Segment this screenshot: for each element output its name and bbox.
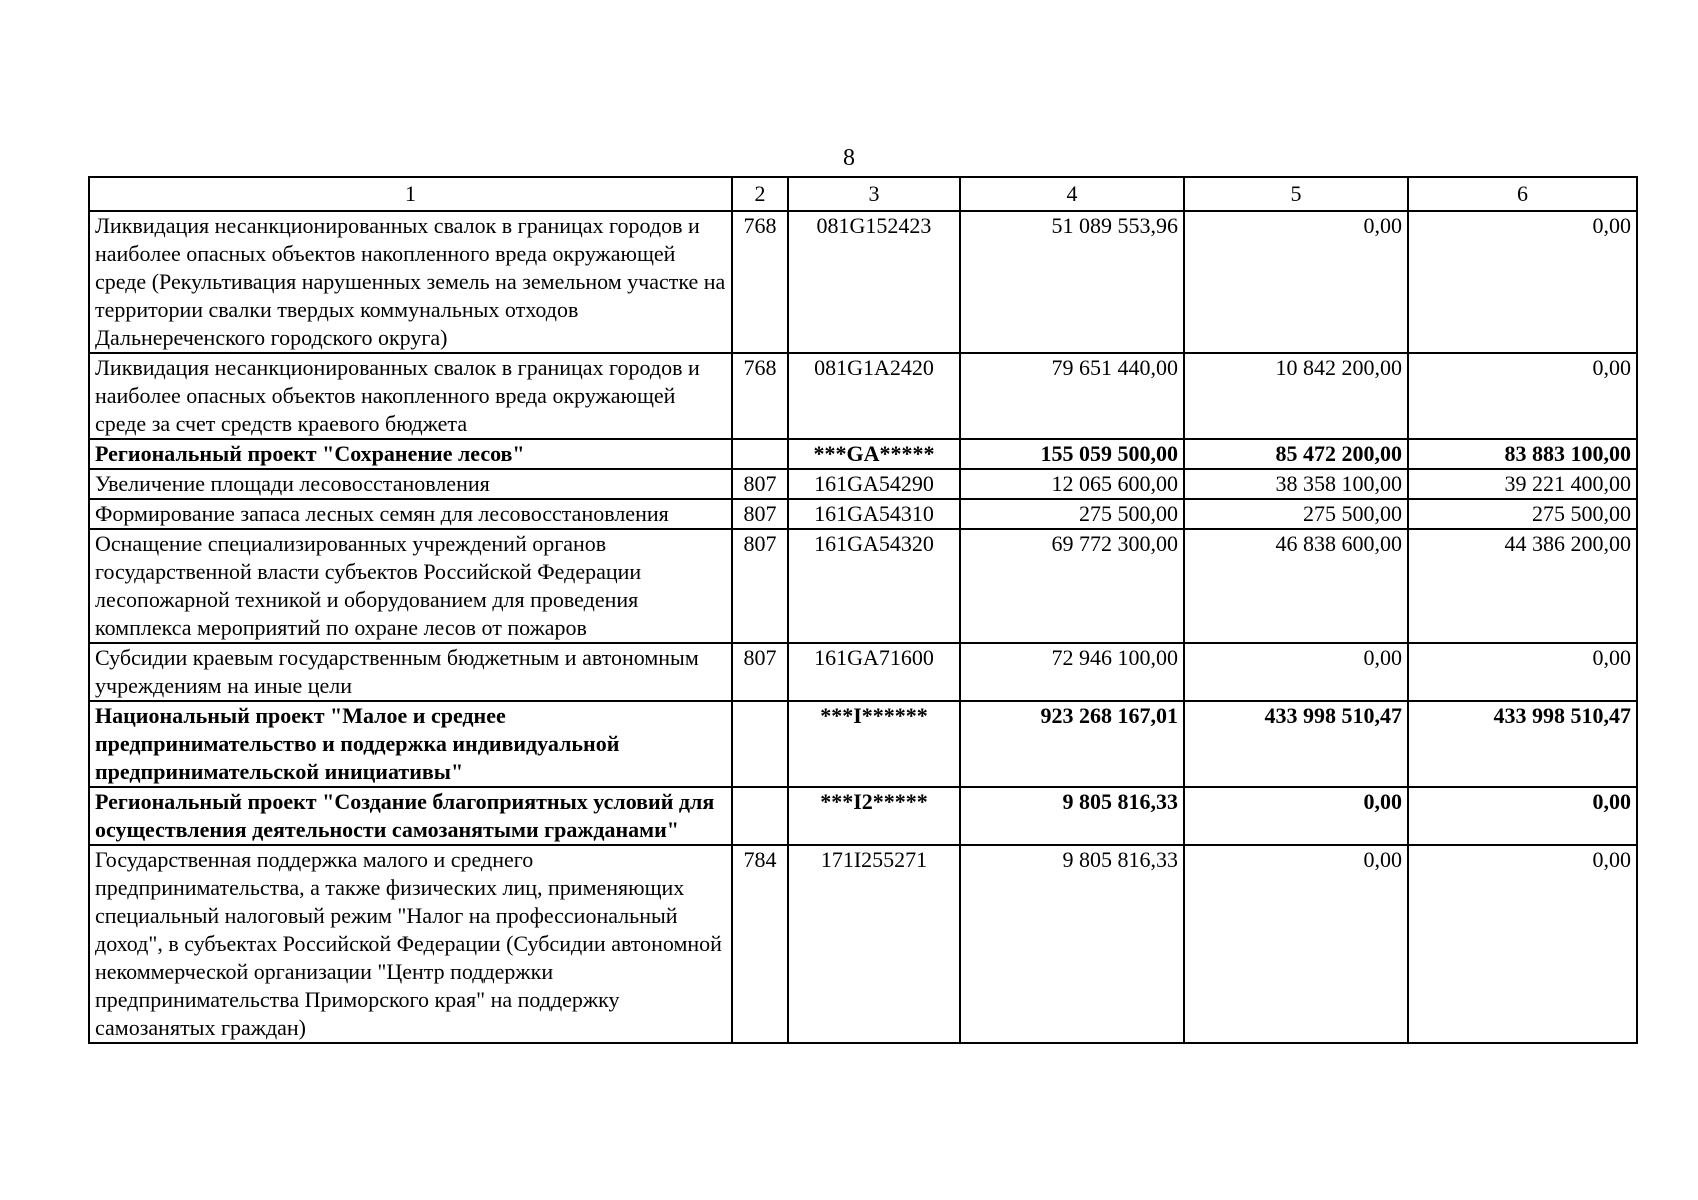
table-body xyxy=(89,211,1637,1043)
amount-col4-cell: 9 805 816,33 xyxy=(960,787,1184,845)
amount-col4-cell: 72 946 100,00 xyxy=(960,643,1184,701)
table-row xyxy=(89,845,1637,1043)
row-name-cell: Субсидии краевым государственным бюджетным и автономным учреждениям на иные цели xyxy=(89,643,732,701)
amount-col4-cell: 9 805 816,33 xyxy=(960,845,1184,1043)
budget-code-cell: 081G152423 xyxy=(788,211,960,353)
amount-col5-cell: 10 842 200,00 xyxy=(1184,353,1408,439)
admin-code-cell xyxy=(732,787,788,845)
table-row xyxy=(89,529,1637,643)
budget-code-cell: 081G1A2420 xyxy=(788,353,960,439)
budget-code-cell: ***GA***** xyxy=(788,439,960,469)
column-header-1: 1 xyxy=(89,177,732,211)
admin-code-cell xyxy=(732,701,788,787)
table-row xyxy=(89,499,1637,529)
budget-table xyxy=(88,176,1638,1044)
amount-col6-cell: 39 221 400,00 xyxy=(1408,469,1637,499)
admin-code-cell: 768 xyxy=(732,211,788,353)
amount-col5-cell: 38 358 100,00 xyxy=(1184,469,1408,499)
table-row xyxy=(89,439,1637,469)
table-row xyxy=(89,469,1637,499)
table-row xyxy=(89,787,1637,845)
amount-col5-cell: 0,00 xyxy=(1184,211,1408,353)
budget-code-cell: ***I****** xyxy=(788,701,960,787)
column-header-6: 6 xyxy=(1408,177,1637,211)
admin-code-cell: 807 xyxy=(732,469,788,499)
amount-col6-cell: 0,00 xyxy=(1408,787,1637,845)
admin-code-cell xyxy=(732,439,788,469)
row-name-cell: Национальный проект "Малое и среднее предпринимательство и поддержка индивидуальной предпринимательской инициативы" xyxy=(89,701,732,787)
row-name-cell: Ликвидация несанкционированных свалок в границах городов и наиболее опасных объектов накопленного вреда окружающей среде (Рекультивация нарушенных земель на земельном участке на территории свалки твердых коммунальных отходов Дальнереченского городского округа) xyxy=(89,211,732,353)
amount-col6-cell: 433 998 510,47 xyxy=(1408,701,1637,787)
amount-col4-cell: 923 268 167,01 xyxy=(960,701,1184,787)
amount-col6-cell: 275 500,00 xyxy=(1408,499,1637,529)
row-name-cell: Государственная поддержка малого и среднего предпринимательства, а также физических лиц, применяющих специальный налоговый режим "Налог на профессиональный доход", в субъектах Российской Федерации (Субсидии автономной некоммерческой организации "Центр поддержки предпринимательства Приморского края" на поддержку самозанятых граждан) xyxy=(89,845,732,1043)
row-name-cell: Региональный проект "Сохранение лесов" xyxy=(89,439,732,469)
column-header-4: 4 xyxy=(960,177,1184,211)
column-header-5: 5 xyxy=(1184,177,1408,211)
table-row xyxy=(89,211,1637,353)
amount-col6-cell: 44 386 200,00 xyxy=(1408,529,1637,643)
column-header-2: 2 xyxy=(732,177,788,211)
budget-code-cell: 161GA54310 xyxy=(788,499,960,529)
amount-col5-cell: 275 500,00 xyxy=(1184,499,1408,529)
amount-col5-cell: 0,00 xyxy=(1184,643,1408,701)
amount-col4-cell: 51 089 553,96 xyxy=(960,211,1184,353)
amount-col4-cell: 155 059 500,00 xyxy=(960,439,1184,469)
amount-col6-cell: 83 883 100,00 xyxy=(1408,439,1637,469)
budget-code-cell: ***I2***** xyxy=(788,787,960,845)
amount-col6-cell: 0,00 xyxy=(1408,643,1637,701)
amount-col6-cell: 0,00 xyxy=(1408,353,1637,439)
admin-code-cell: 768 xyxy=(732,353,788,439)
amount-col5-cell: 433 998 510,47 xyxy=(1184,701,1408,787)
amount-col5-cell: 0,00 xyxy=(1184,845,1408,1043)
budget-code-cell: 161GA54320 xyxy=(788,529,960,643)
table-header-row xyxy=(89,177,1637,211)
amount-col5-cell: 46 838 600,00 xyxy=(1184,529,1408,643)
amount-col5-cell: 0,00 xyxy=(1184,787,1408,845)
amount-col6-cell: 0,00 xyxy=(1408,211,1637,353)
admin-code-cell: 784 xyxy=(732,845,788,1043)
amount-col5-cell: 85 472 200,00 xyxy=(1184,439,1408,469)
row-name-cell: Увеличение площади лесовосстановления xyxy=(89,469,732,499)
row-name-cell: Формирование запаса лесных семян для лесовосстановления xyxy=(89,499,732,529)
page-number: 8 xyxy=(843,145,855,171)
table-row xyxy=(89,701,1637,787)
admin-code-cell: 807 xyxy=(732,499,788,529)
table-row xyxy=(89,353,1637,439)
admin-code-cell: 807 xyxy=(732,529,788,643)
row-name-cell: Региональный проект "Создание благоприятных условий для осуществления деятельности самозанятыми гражданами" xyxy=(89,787,732,845)
budget-code-cell: 161GA71600 xyxy=(788,643,960,701)
amount-col4-cell: 79 651 440,00 xyxy=(960,353,1184,439)
amount-col4-cell: 275 500,00 xyxy=(960,499,1184,529)
table-row xyxy=(89,643,1637,701)
amount-col4-cell: 12 065 600,00 xyxy=(960,469,1184,499)
budget-code-cell: 171I255271 xyxy=(788,845,960,1043)
amount-col4-cell: 69 772 300,00 xyxy=(960,529,1184,643)
row-name-cell: Ликвидация несанкционированных свалок в границах городов и наиболее опасных объектов накопленного вреда окружающей среде за счет средств краевого бюджета xyxy=(89,353,732,439)
column-header-3: 3 xyxy=(788,177,960,211)
budget-code-cell: 161GA54290 xyxy=(788,469,960,499)
amount-col6-cell: 0,00 xyxy=(1408,845,1637,1043)
admin-code-cell: 807 xyxy=(732,643,788,701)
row-name-cell: Оснащение специализированных учреждений органов государственной власти субъектов Российской Федерации лесопожарной техникой и оборудованием для проведения комплекса мероприятий по охране лесов от пожаров xyxy=(89,529,732,643)
